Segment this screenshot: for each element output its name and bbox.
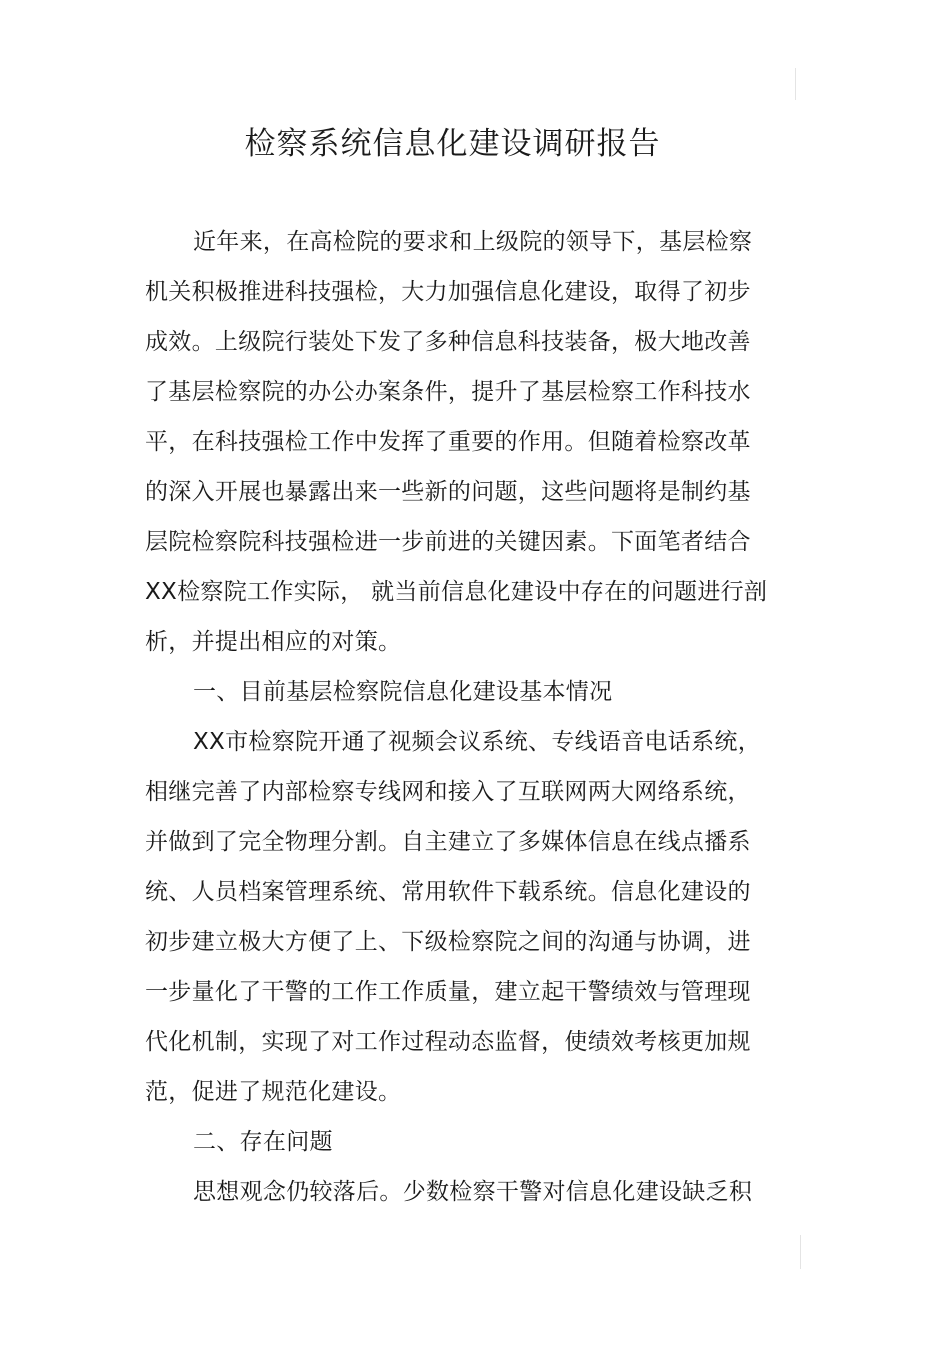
paragraph-line: 相继完善了内部检察专线网和接入了互联网两大网络系统， <box>145 779 751 805</box>
paragraph-line: 初步建立极大方便了上、下级检察院之间的沟通与协调，进 <box>145 929 751 955</box>
document-title: 检察系统信息化建设调研报告 <box>244 126 661 162</box>
paragraph-line: 了基层检察院的办公办案条件，提升了基层检察工作科技水 <box>145 379 751 405</box>
paragraph-line: XX检察院工作实际， 就当前信息化建设中存在的问题进行剖 <box>145 579 768 605</box>
section-heading: 二、存在问题 <box>193 1129 333 1155</box>
paragraph-line: 成效。上级院行装处下发了多种信息科技装备，极大地改善 <box>145 329 751 355</box>
paragraph-line: 平，在科技强检工作中发挥了重要的作用。但随着检察改革 <box>145 429 751 455</box>
paragraph-line: 代化机制，实现了对工作过程动态监督，使绩效考核更加规 <box>145 1029 751 1055</box>
paragraph-line: 统、人员档案管理系统、常用软件下载系统。信息化建设的 <box>145 879 751 905</box>
paragraph-line: 思想观念仍较落后。少数检察干警对信息化建设缺乏积 <box>193 1179 753 1205</box>
paragraph-line: 的深入开展也暴露出来一些新的问题，这些问题将是制约基 <box>145 479 751 505</box>
page-edge-mark-top <box>795 68 796 100</box>
page-edge-mark-bottom <box>800 1235 801 1269</box>
paragraph-line: 并做到了完全物理分割。自主建立了多媒体信息在线点播系 <box>145 829 751 855</box>
paragraph-line: 近年来，在高检院的要求和上级院的领导下，基层检察 <box>193 229 753 255</box>
paragraph-line: 一步量化了干警的工作工作质量，建立起干警绩效与管理现 <box>145 979 751 1005</box>
paragraph-line: 机关积极推进科技强检，大力加强信息化建设，取得了初步 <box>145 279 751 305</box>
paragraph-line: XX市检察院开通了视频会议系统、专线语音电话系统， <box>193 729 762 755</box>
section-heading: 一、目前基层检察院信息化建设基本情况 <box>193 679 613 705</box>
paragraph-line: 范，促进了规范化建设。 <box>145 1079 402 1105</box>
paragraph-line: 析，并提出相应的对策。 <box>145 629 402 655</box>
paragraph-line: 层院检察院科技强检进一步前进的关键因素。下面笔者结合 <box>145 529 751 555</box>
